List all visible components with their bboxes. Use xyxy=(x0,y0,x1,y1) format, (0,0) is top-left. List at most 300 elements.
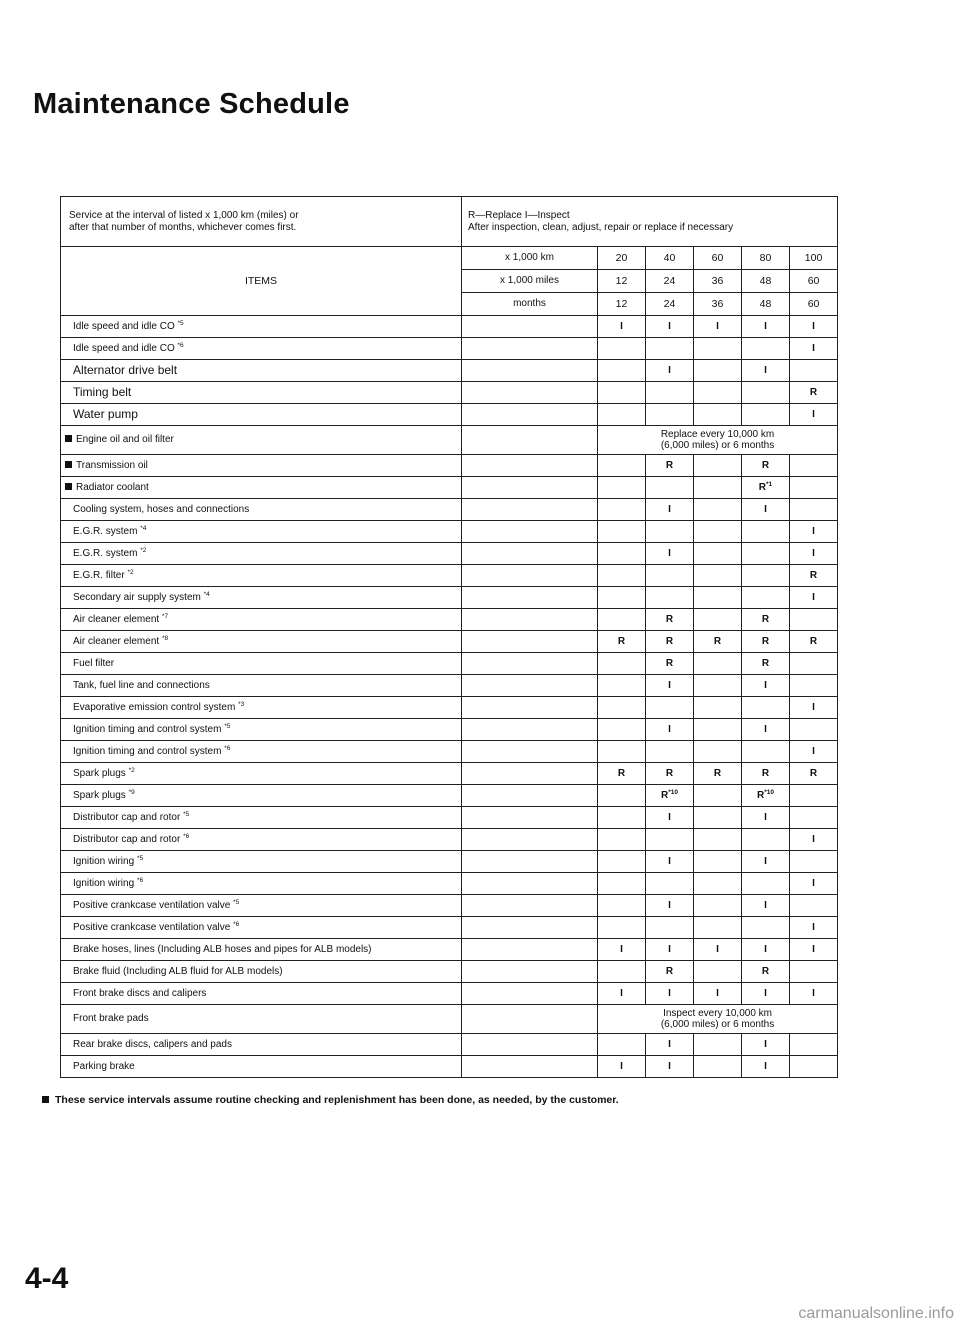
schedule-cell xyxy=(790,917,838,939)
schedule-cell xyxy=(598,565,646,587)
interval-months-36: 36 xyxy=(694,293,742,316)
schedule-cell xyxy=(694,719,742,741)
schedule-cell xyxy=(646,360,694,382)
unit-spacer-cell xyxy=(462,851,598,873)
action-code: R xyxy=(809,386,818,398)
action-code: R xyxy=(713,635,722,647)
schedule-cell xyxy=(742,719,790,741)
schedule-cell xyxy=(790,587,838,609)
schedule-cell xyxy=(742,697,790,719)
schedule-cell xyxy=(598,741,646,763)
schedule-cell xyxy=(694,565,742,587)
schedule-cell xyxy=(694,404,742,426)
item-name xyxy=(61,426,462,455)
item-label: Spark plugs xyxy=(73,768,126,780)
schedule-cell xyxy=(790,360,838,382)
action-code: I xyxy=(668,1060,671,1072)
unit-spacer-cell xyxy=(462,543,598,565)
unit-spacer-cell xyxy=(462,917,598,939)
schedule-cell xyxy=(598,719,646,741)
schedule-cell xyxy=(598,829,646,851)
schedule-row xyxy=(61,807,838,829)
item-name xyxy=(61,895,462,917)
item-label: Parking brake xyxy=(73,1060,135,1072)
item-label: Ignition timing and control system xyxy=(73,724,222,736)
schedule-row xyxy=(61,961,838,983)
action-code: I xyxy=(668,547,671,559)
schedule-cell xyxy=(598,763,646,785)
schedule-cell xyxy=(742,382,790,404)
schedule-cell xyxy=(742,631,790,653)
schedule-cell xyxy=(790,983,838,1005)
schedule-cell xyxy=(790,609,838,631)
schedule-row xyxy=(61,675,838,697)
bullet-icon xyxy=(65,483,72,490)
schedule-row xyxy=(61,477,838,499)
schedule-cell xyxy=(790,785,838,807)
schedule-row xyxy=(61,829,838,851)
schedule-cell xyxy=(598,807,646,829)
item-name xyxy=(61,543,462,565)
schedule-cell xyxy=(598,961,646,983)
schedule-cell xyxy=(694,1034,742,1056)
schedule-row xyxy=(61,1056,838,1078)
schedule-cell xyxy=(742,851,790,873)
unit-spacer-cell xyxy=(462,961,598,983)
item-label: E.G.R. filter xyxy=(73,570,125,582)
action-code: R xyxy=(809,569,818,581)
unit-spacer-cell xyxy=(462,785,598,807)
action-code: I xyxy=(668,320,671,332)
schedule-cell xyxy=(742,521,790,543)
schedule-row xyxy=(61,785,838,807)
footnote-ref: *5 xyxy=(183,811,190,819)
schedule-cell xyxy=(646,543,694,565)
unit-months: months xyxy=(462,293,598,316)
schedule-row xyxy=(61,499,838,521)
schedule-row xyxy=(61,873,838,895)
schedule-row xyxy=(61,983,838,1005)
schedule-row xyxy=(61,426,838,455)
schedule-row xyxy=(61,455,838,477)
action-code: R xyxy=(809,635,818,647)
item-name xyxy=(61,338,462,360)
item-name xyxy=(61,316,462,338)
schedule-cell xyxy=(646,719,694,741)
page-title: Maintenance Schedule xyxy=(33,88,350,120)
schedule-cell xyxy=(598,455,646,477)
schedule-cell xyxy=(598,675,646,697)
schedule-cell xyxy=(598,543,646,565)
item-name xyxy=(61,653,462,675)
schedule-cell xyxy=(694,939,742,961)
unit-spacer-cell xyxy=(462,609,598,631)
unit-spacer-cell xyxy=(462,1056,598,1078)
item-name xyxy=(61,873,462,895)
schedule-cell xyxy=(646,895,694,917)
schedule-cell xyxy=(742,477,790,499)
footnote-ref: *5 xyxy=(136,855,144,863)
schedule-cell xyxy=(598,851,646,873)
item-name xyxy=(61,382,462,404)
schedule-cell xyxy=(694,477,742,499)
schedule-cell xyxy=(694,360,742,382)
unit-spacer-cell xyxy=(462,631,598,653)
interval-note-line: (6,000 miles) or 6 months xyxy=(660,1019,775,1030)
unit-spacer-cell xyxy=(462,521,598,543)
schedule-cell xyxy=(598,499,646,521)
footnote-ref: *6 xyxy=(224,745,231,753)
item-label: E.G.R. system xyxy=(73,526,138,538)
schedule-cell xyxy=(646,1056,694,1078)
unit-spacer-cell xyxy=(462,455,598,477)
footnote-ref: *4 xyxy=(203,591,210,599)
action-code: I xyxy=(764,364,767,376)
item-label: Ignition wiring xyxy=(73,878,135,890)
schedule-cell xyxy=(694,521,742,543)
unit-spacer-cell xyxy=(462,1005,598,1034)
schedule-cell xyxy=(790,851,838,873)
interval-note-line: Inspect every 10,000 km xyxy=(663,1007,773,1019)
schedule-cell xyxy=(694,1056,742,1078)
action-code: I xyxy=(812,342,815,354)
item-name xyxy=(61,1005,462,1034)
action-code: I xyxy=(812,987,815,999)
schedule-cell xyxy=(742,829,790,851)
interval-note xyxy=(61,197,462,247)
action-code: I xyxy=(620,987,623,999)
action-code: I xyxy=(812,547,815,559)
item-label: Radiator coolant xyxy=(76,481,149,493)
schedule-cell xyxy=(790,1056,838,1078)
unit-spacer-cell xyxy=(462,719,598,741)
action-code: R xyxy=(761,635,770,647)
action-code: I xyxy=(812,408,815,420)
item-label: Rear brake discs, calipers and pads xyxy=(73,1038,232,1050)
action-code: I xyxy=(764,987,767,999)
item-name xyxy=(61,404,462,426)
interval-months-48: 48 xyxy=(742,293,790,316)
schedule-cell xyxy=(742,807,790,829)
schedule-cell xyxy=(694,675,742,697)
action-code: I xyxy=(764,679,767,691)
action-code: I xyxy=(764,943,767,955)
action-code: R xyxy=(757,790,765,802)
schedule-cell xyxy=(694,455,742,477)
schedule-row xyxy=(61,741,838,763)
footnote-ref: *5 xyxy=(233,899,240,907)
schedule-cell xyxy=(790,521,838,543)
item-name xyxy=(61,1056,462,1078)
unit-spacer-cell xyxy=(462,741,598,763)
schedule-cell xyxy=(742,1056,790,1078)
schedule-cell xyxy=(694,587,742,609)
action-code: I xyxy=(668,364,671,376)
action-code: R xyxy=(665,459,674,471)
item-label: Secondary air supply system xyxy=(73,592,201,604)
unit-spacer-cell xyxy=(462,763,598,785)
action-code: R xyxy=(761,613,770,625)
schedule-cell xyxy=(598,983,646,1005)
action-code: I xyxy=(668,503,671,515)
schedule-cell xyxy=(598,653,646,675)
footnote-ref: *1 xyxy=(766,481,773,489)
unit-km: x 1,000 km xyxy=(462,247,598,270)
action-code: I xyxy=(668,943,671,955)
schedule-cell xyxy=(646,477,694,499)
schedule-row xyxy=(61,1034,838,1056)
schedule-cell xyxy=(646,829,694,851)
footnote-ref: *9 xyxy=(128,789,135,797)
action-code: I xyxy=(812,591,815,603)
schedule-cell xyxy=(598,895,646,917)
footnote-ref: *7 xyxy=(161,613,169,621)
item-label: Positive crankcase ventilation valve xyxy=(73,922,231,934)
schedule-row xyxy=(61,565,838,587)
item-name xyxy=(61,477,462,499)
schedule-row xyxy=(61,653,838,675)
schedule-cell xyxy=(790,741,838,763)
action-code: R xyxy=(761,657,770,669)
item-name xyxy=(61,565,462,587)
schedule-cell xyxy=(790,455,838,477)
action-code: R xyxy=(665,635,674,647)
schedule-cell xyxy=(694,609,742,631)
action-code: I xyxy=(764,855,767,867)
action-code: I xyxy=(716,943,719,955)
item-label: Ignition timing and control system xyxy=(73,746,222,758)
schedule-cell xyxy=(598,477,646,499)
unit-spacer-cell xyxy=(462,873,598,895)
interval-km-40: 40 xyxy=(646,247,694,270)
unit-spacer-cell xyxy=(462,338,598,360)
schedule-cell xyxy=(742,895,790,917)
schedule-cell xyxy=(646,1034,694,1056)
schedule-cell xyxy=(790,653,838,675)
schedule-cell xyxy=(598,338,646,360)
action-code: I xyxy=(764,1060,767,1072)
schedule-cell xyxy=(646,455,694,477)
item-label: Tank, fuel line and connections xyxy=(73,679,210,691)
footnote-text: These service intervals assume routine checking and replenishment has been done, as needed, by the customer. xyxy=(55,1094,619,1106)
schedule-cell xyxy=(646,983,694,1005)
schedule-row xyxy=(61,631,838,653)
action-code: I xyxy=(668,855,671,867)
schedule-row xyxy=(61,543,838,565)
action-code: R xyxy=(665,767,674,779)
action-code: I xyxy=(668,723,671,735)
unit-spacer-cell xyxy=(462,895,598,917)
item-label: Spark plugs xyxy=(73,790,126,802)
schedule-cell xyxy=(694,983,742,1005)
schedule-row xyxy=(61,939,838,961)
schedule-cell xyxy=(646,316,694,338)
action-code: R xyxy=(713,767,722,779)
schedule-cell xyxy=(598,316,646,338)
action-code: R xyxy=(665,613,674,625)
footnote-ref: *6 xyxy=(233,921,240,929)
schedule-cell xyxy=(646,587,694,609)
schedule-cell xyxy=(790,477,838,499)
footnote-ref: *4 xyxy=(140,525,147,533)
schedule-cell xyxy=(742,499,790,521)
item-label: Water pump xyxy=(73,406,138,421)
interval-note-cell xyxy=(598,1005,838,1034)
interval-km-100: 100 xyxy=(790,247,838,270)
schedule-cell xyxy=(646,939,694,961)
item-name xyxy=(61,609,462,631)
schedule-cell xyxy=(646,404,694,426)
items-column-header: ITEMS xyxy=(61,247,462,316)
unit-spacer-cell xyxy=(462,404,598,426)
schedule-cell xyxy=(790,939,838,961)
item-label: Brake fluid (Including ALB fluid for ALB models) xyxy=(73,965,283,977)
item-name xyxy=(61,763,462,785)
schedule-cell xyxy=(790,829,838,851)
item-name xyxy=(61,917,462,939)
action-code: I xyxy=(620,320,623,332)
schedule-row xyxy=(61,521,838,543)
action-code: I xyxy=(668,1038,671,1050)
schedule-row xyxy=(61,316,838,338)
item-label: Evaporative emission control system xyxy=(73,702,236,714)
item-name xyxy=(61,829,462,851)
footnote-ref: *2 xyxy=(140,547,147,555)
item-label: Front brake pads xyxy=(73,1013,149,1025)
schedule-cell xyxy=(742,1034,790,1056)
schedule-cell xyxy=(790,499,838,521)
schedule-row xyxy=(61,763,838,785)
schedule-cell xyxy=(694,917,742,939)
schedule-cell xyxy=(742,873,790,895)
action-code: R xyxy=(761,459,770,471)
schedule-cell xyxy=(694,829,742,851)
schedule-cell xyxy=(742,763,790,785)
action-code: I xyxy=(812,701,815,713)
item-name xyxy=(61,499,462,521)
schedule-cell xyxy=(646,631,694,653)
interval-miles-12: 12 xyxy=(598,270,646,293)
schedule-cell xyxy=(742,983,790,1005)
item-label: Distributor cap and rotor xyxy=(73,812,181,824)
action-code: I xyxy=(764,320,767,332)
schedule-cell xyxy=(742,961,790,983)
schedule-cell xyxy=(742,675,790,697)
item-label: E.G.R. system xyxy=(73,548,138,560)
schedule-row xyxy=(61,1005,838,1034)
bullet-icon xyxy=(65,461,72,468)
schedule-cell xyxy=(694,631,742,653)
schedule-cell xyxy=(646,807,694,829)
schedule-cell xyxy=(646,785,694,807)
interval-miles-60: 60 xyxy=(790,270,838,293)
item-label: Timing belt xyxy=(73,384,132,399)
action-code: I xyxy=(812,833,815,845)
footnote-ref: *6 xyxy=(183,833,190,841)
schedule-cell xyxy=(646,741,694,763)
schedule-cell xyxy=(646,697,694,719)
interval-miles-36: 36 xyxy=(694,270,742,293)
action-code: I xyxy=(812,943,815,955)
schedule-cell xyxy=(742,316,790,338)
item-label: Fuel filter xyxy=(73,657,115,669)
schedule-cell xyxy=(694,807,742,829)
item-name xyxy=(61,939,462,961)
schedule-row xyxy=(61,697,838,719)
interval-note-line-2: after that number of months, whichever comes first. xyxy=(69,221,297,233)
action-code: I xyxy=(620,1060,623,1072)
schedule-cell xyxy=(646,851,694,873)
schedule-row xyxy=(61,917,838,939)
item-name xyxy=(61,521,462,543)
footnote-ref: *5 xyxy=(224,723,231,731)
unit-spacer-cell xyxy=(462,829,598,851)
schedule-cell xyxy=(646,382,694,404)
item-label: Alternator drive belt xyxy=(73,362,178,377)
unit-spacer-cell xyxy=(462,697,598,719)
schedule-row xyxy=(61,719,838,741)
footnote-ref: *5 xyxy=(177,320,184,328)
action-code: I xyxy=(812,525,815,537)
footnote-ref: *10 xyxy=(668,789,678,797)
item-name xyxy=(61,1034,462,1056)
schedule-cell xyxy=(790,404,838,426)
interval-months-24: 24 xyxy=(646,293,694,316)
schedule-cell xyxy=(790,1034,838,1056)
unit-spacer-cell xyxy=(462,360,598,382)
inspection-note-line: After inspection, clean, adjust, repair or replace if necessary xyxy=(468,221,734,233)
schedule-cell xyxy=(598,785,646,807)
action-code: I xyxy=(764,1038,767,1050)
action-code: I xyxy=(764,503,767,515)
watermark: carmanualsonline.info xyxy=(798,1305,954,1322)
schedule-cell xyxy=(790,543,838,565)
schedule-cell xyxy=(598,404,646,426)
unit-spacer-cell xyxy=(462,939,598,961)
schedule-cell xyxy=(598,521,646,543)
schedule-cell xyxy=(790,961,838,983)
schedule-cell xyxy=(694,499,742,521)
action-code: I xyxy=(668,899,671,911)
action-code: I xyxy=(764,811,767,823)
item-name xyxy=(61,675,462,697)
schedule-cell xyxy=(694,763,742,785)
unit-spacer-cell xyxy=(462,426,598,455)
schedule-cell xyxy=(646,609,694,631)
schedule-cell xyxy=(694,873,742,895)
interval-note-line: (6,000 miles) or 6 months xyxy=(660,440,775,451)
schedule-cell xyxy=(694,316,742,338)
item-label: Idle speed and idle CO xyxy=(73,321,175,333)
schedule-cell xyxy=(598,360,646,382)
action-code: I xyxy=(620,943,623,955)
item-name xyxy=(61,785,462,807)
item-name xyxy=(61,455,462,477)
footnote-ref: *3 xyxy=(238,701,245,709)
schedule-cell xyxy=(790,873,838,895)
schedule-cell xyxy=(694,741,742,763)
action-code: I xyxy=(716,320,719,332)
schedule-cell xyxy=(598,631,646,653)
action-code: R xyxy=(758,482,767,494)
item-label: Cooling system, hoses and connections xyxy=(73,503,250,515)
action-code: I xyxy=(812,921,815,933)
item-label: Engine oil and oil filter xyxy=(76,434,174,446)
action-code: I xyxy=(716,987,719,999)
schedule-cell xyxy=(646,961,694,983)
footnote-ref: *6 xyxy=(177,342,184,350)
unit-miles: x 1,000 miles xyxy=(462,270,598,293)
